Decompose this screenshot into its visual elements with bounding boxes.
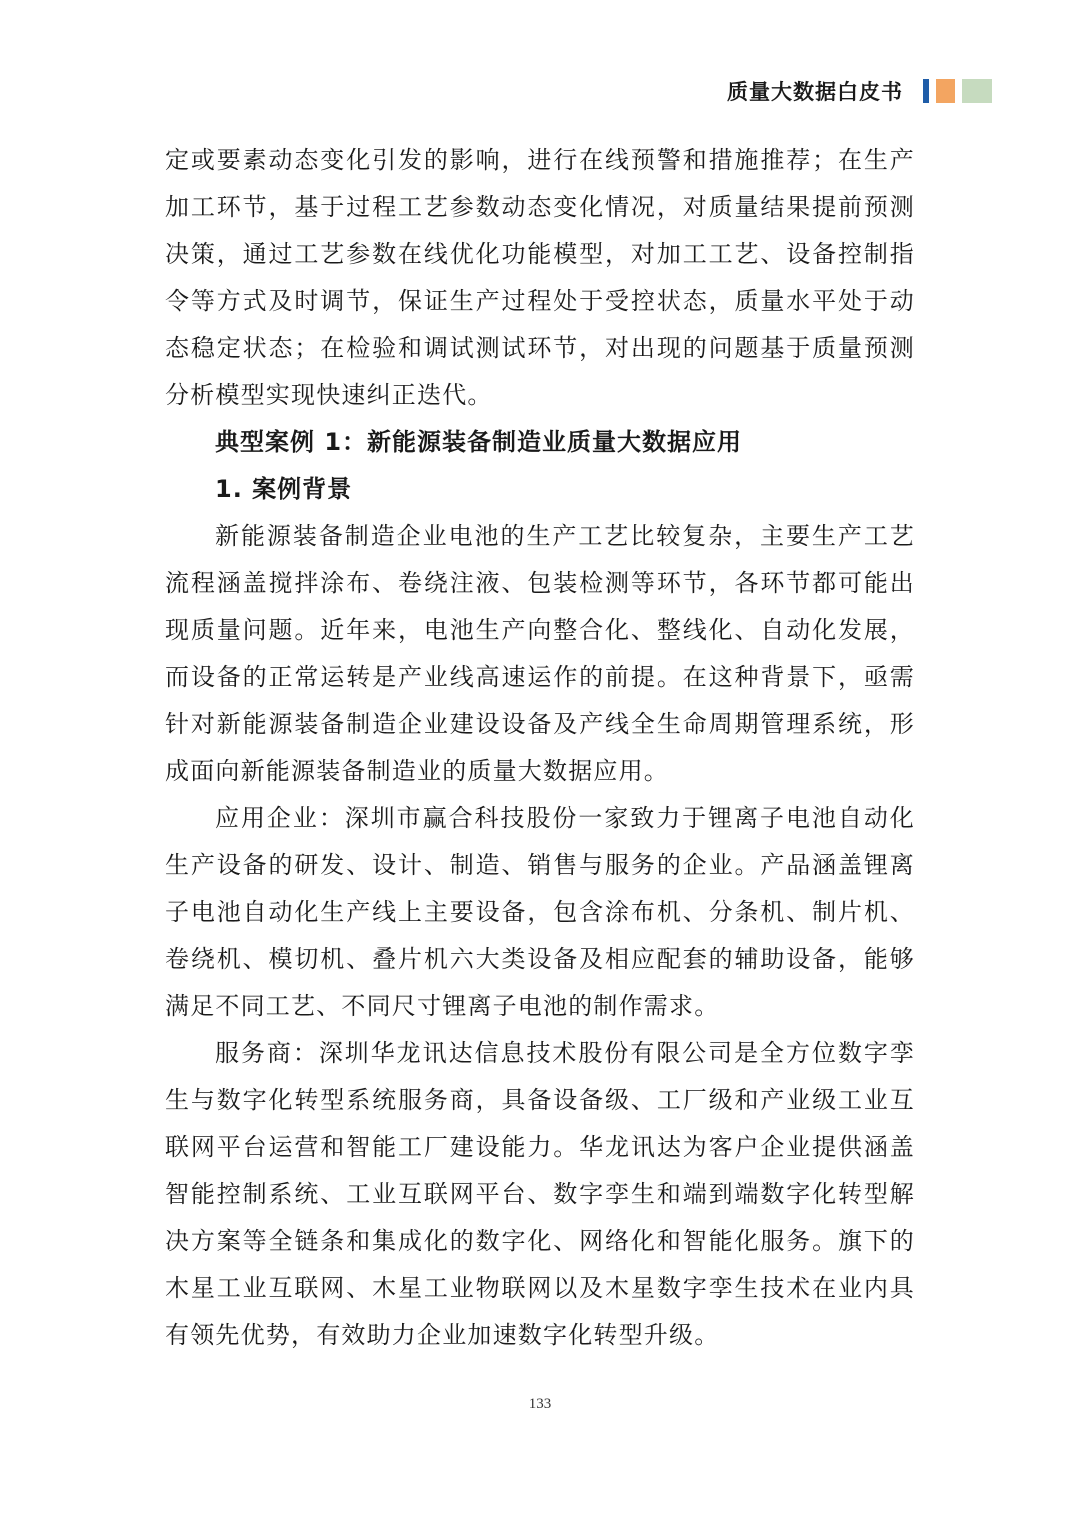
header-accent-bar-blue: [923, 79, 929, 103]
section-heading: 1. 案例背景: [215, 475, 353, 503]
page-number: 133: [528, 1396, 552, 1412]
header-title: 质量大数据白皮书: [727, 80, 903, 104]
header-accent-bar-orange: [936, 79, 955, 103]
case-heading: 典型案例 1：新能源装备制造业质量大数据应用: [215, 428, 743, 456]
paragraph-intro: 定或要素动态变化引发的影响，进行在线预警和措施推荐；在生产加工环节，基于过程工艺参数动态变化情况，对质量结果提前预测决策，通过工艺参数在线优化功能模型，对加工工艺、设备控制指令等方式及时调节，保证生产过程处于受控状态，质量水平处于动态稳定状态；在检验和调试测试环节，对出现的问题基于质量预测分析模型实现快速纠正迭代。: [165, 146, 915, 409]
page-content: [165, 137, 915, 1359]
paragraph-background: 新能源装备制造企业电池的生产工艺比较复杂，主要生产工艺流程涵盖搅拌涂布、卷绕注液、包装检测等环节，各环节都可能出现质量问题。近年来，电池生产向整合化、整线化、自动化发展，而设备的正常运转是产业线高速运作的前提。在这种背景下，亟需针对新能源装备制造企业建设设备及产线全生命周期管理系统，形成面向新能源装备制造业的质量大数据应用。: [165, 522, 915, 785]
paragraph-enterprise: 应用企业：深圳市赢合科技股份一家致力于锂离子电池自动化生产设备的研发、设计、制造、销售与服务的企业。产品涵盖锂离子电池自动化生产线上主要设备，包含涂布机、分条机、制片机、卷绕机、模切机、叠片机六大类设备及相应配套的辅助设备，能够满足不同工艺、不同尺寸锂离子电池的制作需求。: [165, 804, 915, 1020]
header-accent-bar-green: [962, 79, 992, 103]
paragraph-provider: 服务商：深圳华龙讯达信息技术股份有限公司是全方位数字孪生与数字化转型系统服务商，具备设备级、工厂级和产业级工业互联网平台运营和智能工厂建设能力。华龙讯达为客户企业提供涵盖智能控制系统、工业互联网平台、数字孪生和端到端数字化转型解决方案等全链条和集成化的数字化、网络化和智能化服务。旗下的木星工业互联网、木星工业物联网以及木星数字孪生技术在业内具有领先优势，有效助力企业加速数字化转型升级。: [165, 1039, 915, 1349]
page-header: [727, 78, 992, 104]
